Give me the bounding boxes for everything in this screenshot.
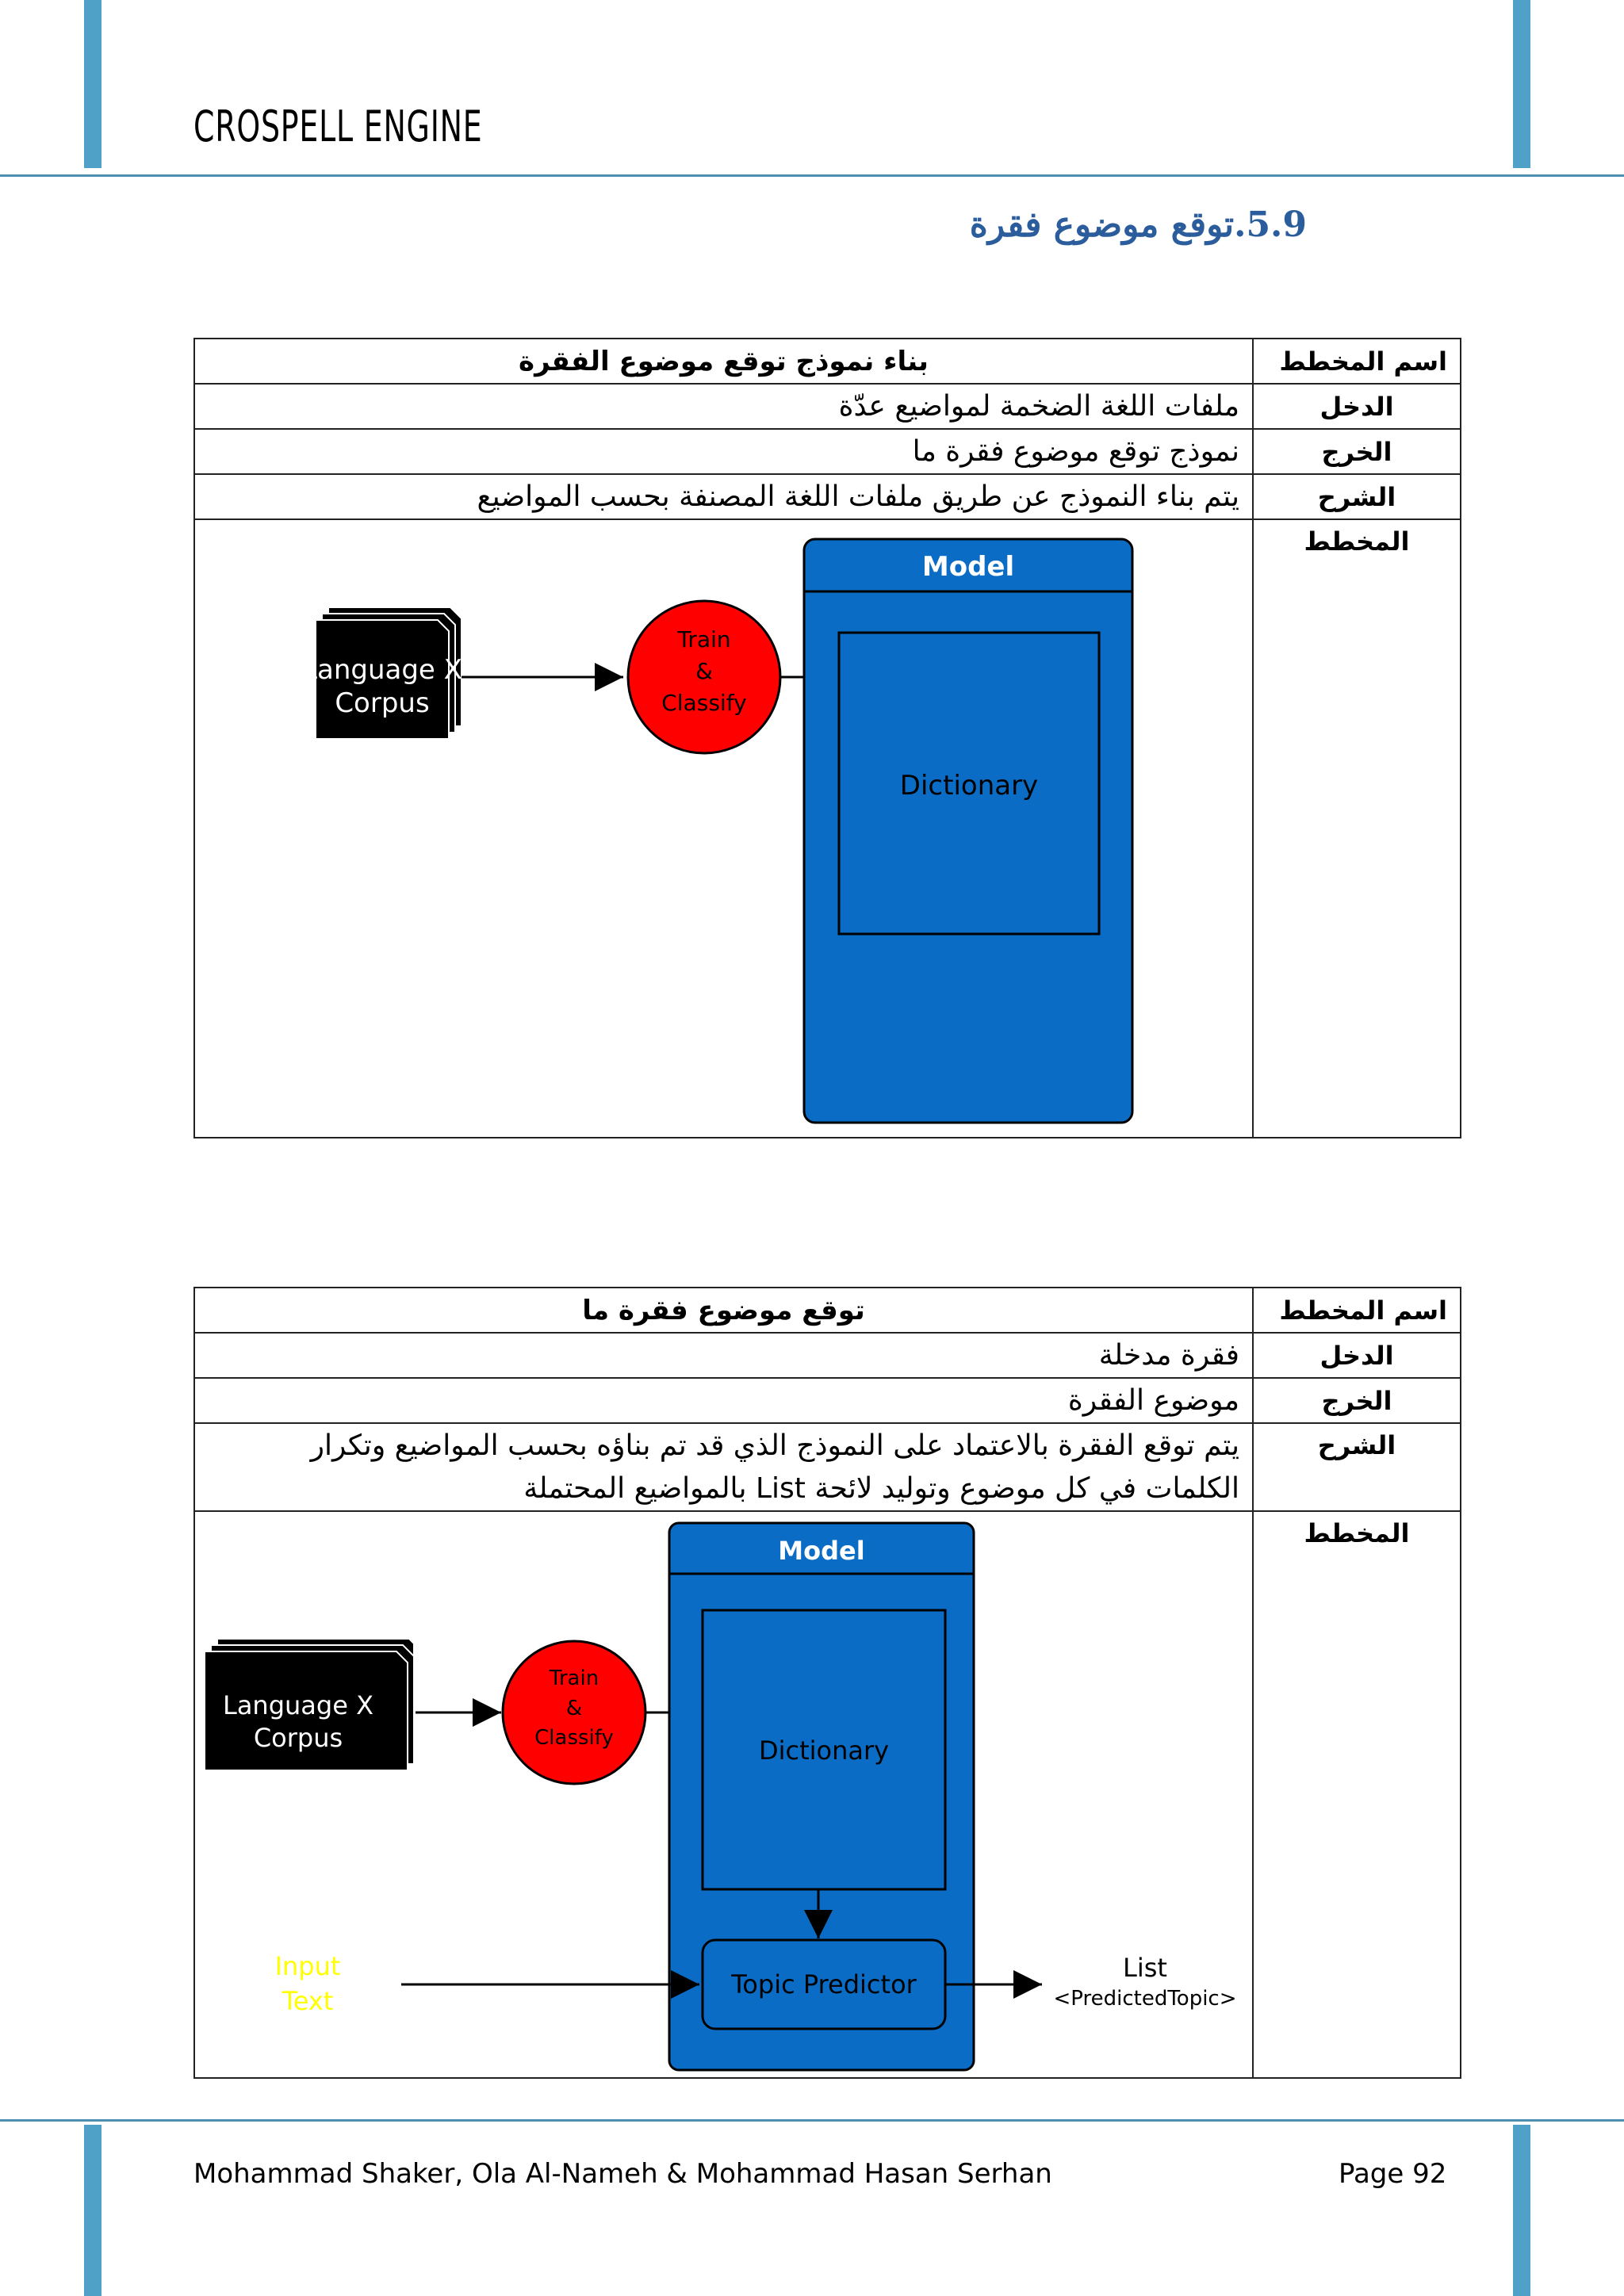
diagram-name-value: بناء نموذج توقع موضوع الفقرة: [194, 339, 1253, 384]
input-value: فقرة مدخلة: [194, 1333, 1253, 1378]
description-value: [194, 1423, 1253, 1511]
dictionary-label: Dictionary: [758, 1735, 890, 1766]
diagram-spec-table-1: [193, 338, 1461, 1138]
corpus-label-line1: Language X: [302, 654, 462, 686]
footer-accent-bar-right: [1513, 2125, 1530, 2296]
footer-authors: Mohammad Shaker, Ola Al-Nameh & Mohammad Hasan Serhan: [193, 2158, 1052, 2190]
diagram-label: المخطط: [1253, 519, 1461, 1138]
input-label: الدخل: [1253, 384, 1461, 429]
diagram-cell: [194, 519, 1253, 1138]
output-value: نموذج توقع موضوع فقرة ما: [194, 429, 1253, 474]
footer-rule: [0, 2119, 1624, 2122]
diagram-name-label: اسم المخطط: [1253, 1288, 1461, 1333]
train-label-line1: Train: [677, 626, 731, 652]
input-text-line2: Text: [282, 1986, 334, 2016]
output-list-line2: <PredictedTopic>: [1053, 1987, 1237, 2011]
model-title: Model: [921, 551, 1015, 583]
corpus-label-line1: Language X: [222, 1690, 374, 1720]
output-label: الخرج: [1253, 1378, 1461, 1423]
diagram-name-value: توقع موضوع فقرة ما: [194, 1288, 1253, 1333]
description-label: الشرح: [1253, 1423, 1461, 1511]
description-line-1: يتم توقع الفقرة بالاعتماد على النموذج الذي قد تم بناؤه بحسب المواضيع وتكرار: [310, 1429, 1239, 1462]
output-label: الخرج: [1253, 429, 1461, 474]
diagram-cell: [194, 1511, 1253, 2078]
corpus-label-line2: Corpus: [253, 1723, 343, 1753]
dictionary-label: Dictionary: [899, 770, 1039, 802]
output-value: موضوع الفقرة: [194, 1378, 1253, 1423]
input-label: الدخل: [1253, 1333, 1461, 1378]
input-text-line1: Input: [274, 1951, 341, 1981]
output-list-line1: List: [1123, 1953, 1167, 1983]
input-value: ملفات اللغة الضخمة لمواضيع عدّة: [194, 384, 1253, 429]
prediction-diagram: [195, 1512, 1281, 2074]
topic-predictor-label: Topic Predictor: [731, 1969, 917, 1999]
footer-accent-bar-left: [84, 2125, 102, 2296]
model-title: Model: [778, 1536, 865, 1566]
train-label-line2: &: [565, 1697, 583, 1720]
header-accent-bar-left: [84, 0, 102, 168]
train-label-line1: Train: [549, 1667, 599, 1690]
header-title: CROSPELL ENGINE: [193, 101, 483, 151]
train-label-line2: &: [695, 658, 713, 684]
description-value: يتم بناء النموذج عن طريق ملفات اللغة المصنفة بحسب المواضيع: [194, 474, 1253, 519]
train-label-line3: Classify: [661, 690, 747, 716]
description-label: الشرح: [1253, 474, 1461, 519]
diagram-spec-table-2: [193, 1287, 1461, 2079]
header-accent-bar-right: [1513, 0, 1530, 168]
diagram-name-label: اسم المخطط: [1253, 339, 1461, 384]
training-diagram: [195, 520, 1281, 1134]
footer-page-number: Page 92: [1339, 2158, 1447, 2190]
description-line-2: الكلمات في كل موضوع وتوليد لائحة List بالمواضيع المحتملة: [523, 1471, 1239, 1505]
corpus-label-line2: Corpus: [335, 687, 430, 719]
diagram-label: المخطط: [1253, 1511, 1461, 2078]
section-title: 5.9.توقع موضوع فقرة: [969, 205, 1307, 245]
header-rule: [0, 174, 1624, 177]
train-label-line3: Classify: [534, 1726, 614, 1750]
